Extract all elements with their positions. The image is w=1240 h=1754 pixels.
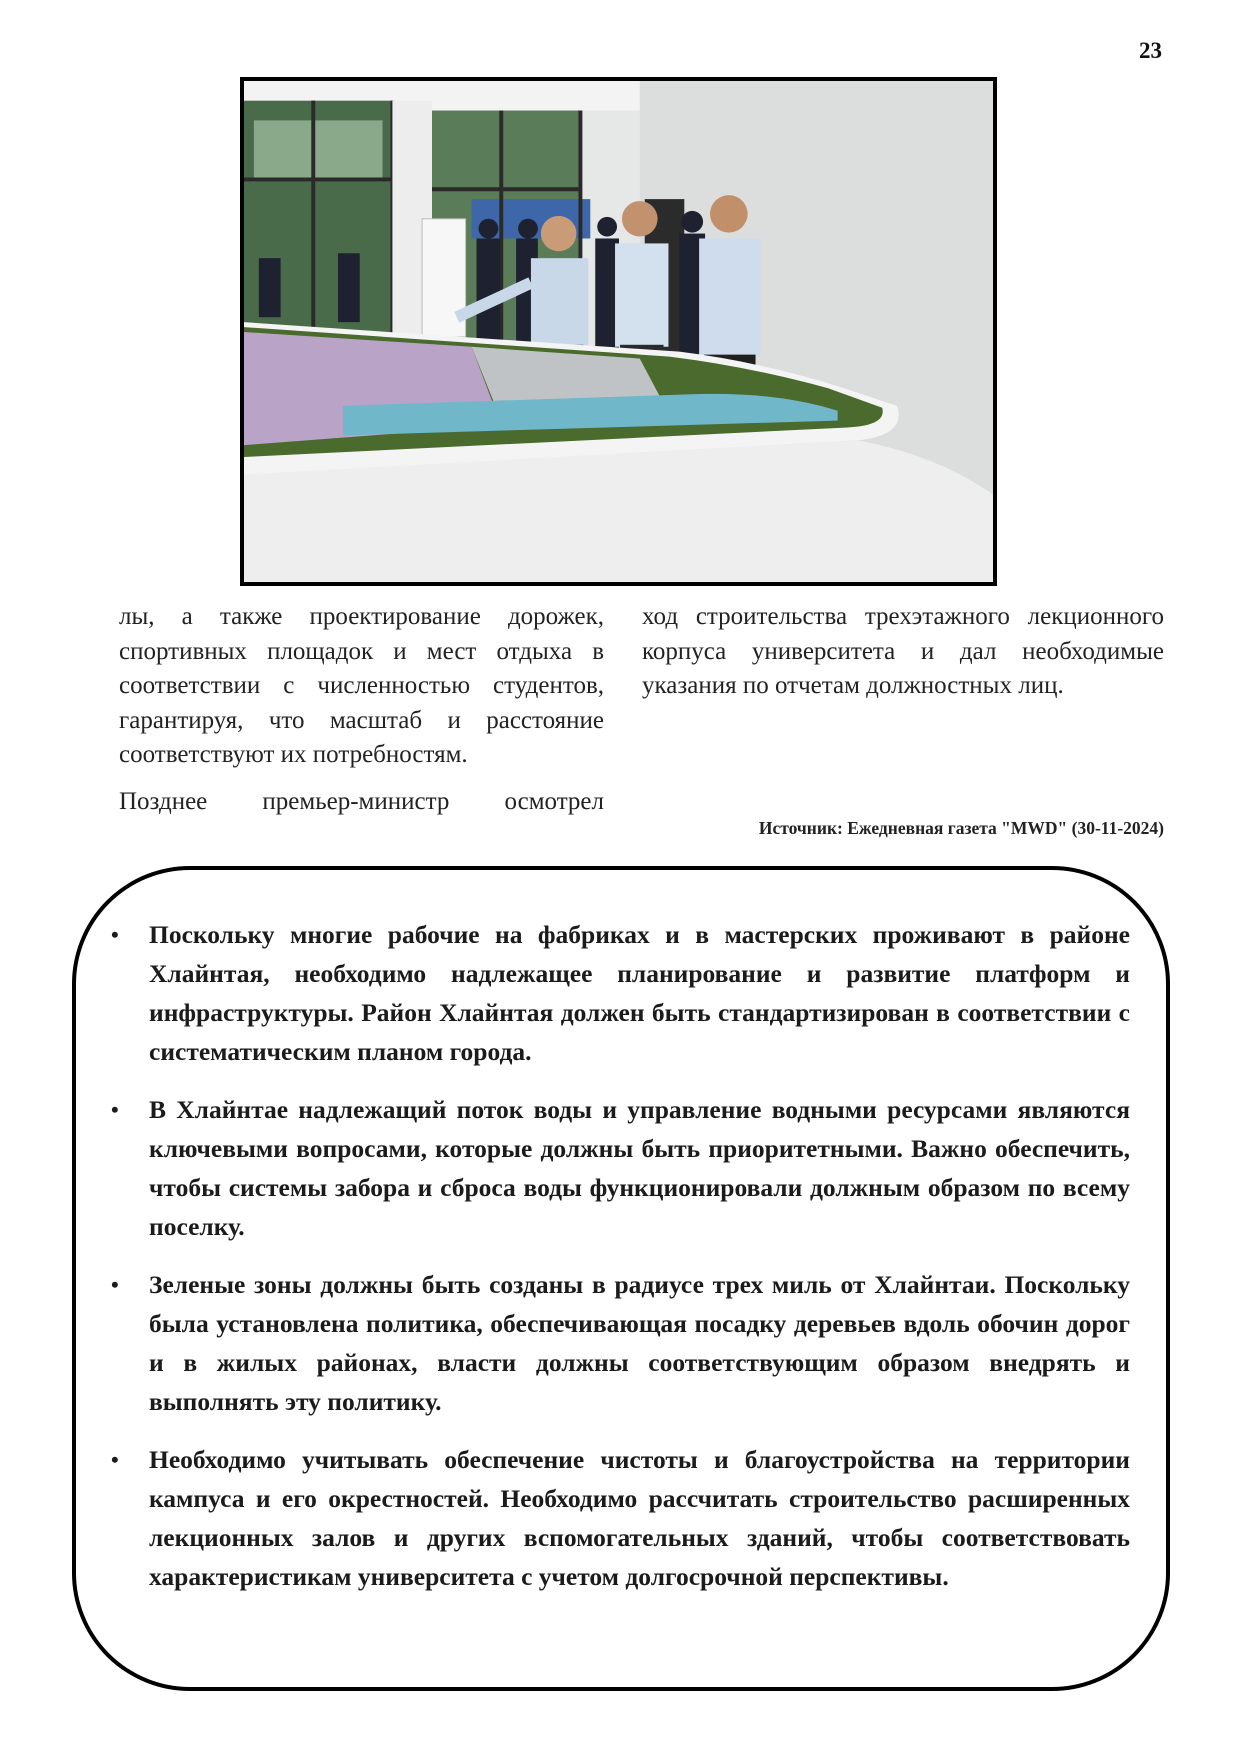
news-photo (240, 77, 997, 586)
bullet-icon: • (111, 922, 119, 947)
left-column-text (119, 600, 604, 819)
page-number: 23 (1139, 38, 1162, 63)
bullet-text: В Хлайнтае надлежащий поток воды и управление водными ресурсами являются ключевыми вопросами, которые должны быть приоритетными. Важно обеспечить, чтобы системы забора и сброса воды функционировали должным образом по всему поселку. (149, 1095, 1130, 1241)
list-item (104, 1440, 1130, 1596)
left-paragraph-2: Позднее премьер-министр осмотрел (119, 787, 604, 815)
source-credit: Источник: Ежедневная газета "MWD" (30-11-2024) (758, 818, 1164, 838)
bullet-icon: • (111, 1097, 119, 1122)
list-item (104, 1090, 1130, 1246)
list-item (104, 915, 1130, 1071)
right-column-text (642, 600, 1164, 704)
bullet-icon: • (111, 1447, 119, 1472)
bullet-icon: • (111, 1272, 119, 1297)
summary-bullet-list (104, 915, 1130, 1615)
photo-of-officials-inspecting-city-scale-model-icon (244, 81, 993, 582)
left-paragraph-1: лы, а также проектирование дорожек, спортивных площадок и мест отдыха в соответствии с численностью студентов, гарантируя, что масштаб и расстояние соответствуют их потребностям. (119, 603, 604, 768)
bullet-text: Необходимо учитывать обеспечение чистоты и благоустройства на территории кампуса и его окрестностей. Необходимо рассчитать строительство расширенных лекционных залов и других вспомогательных зданий, чтобы соответствовать характеристикам университета с учетом долгосрочной перспективы. (149, 1445, 1130, 1591)
bullet-text: Поскольку многие рабочие на фабриках и в мастерских проживают в районе Хлайнтая, необходимо надлежащее планирование и развитие платформ и инфраструктуры. Район Хлайнтая должен быть стандартизирован в соответствии с систематическим планом города. (149, 920, 1130, 1066)
bullet-text: Зеленые зоны должны быть созданы в радиусе трех миль от Хлайнтаи. Поскольку была установлена политика, обеспечивающая посадку деревьев вдоль обочин дорог и в жилых районах, власти должны соответствующим образом внедрять и выполнять эту политику. (149, 1270, 1130, 1416)
list-item (104, 1265, 1130, 1421)
right-paragraph-1: ход строительства трехэтажного лекционного корпуса университета и дал необходимые указания по отчетам должностных лиц. (642, 603, 1164, 699)
